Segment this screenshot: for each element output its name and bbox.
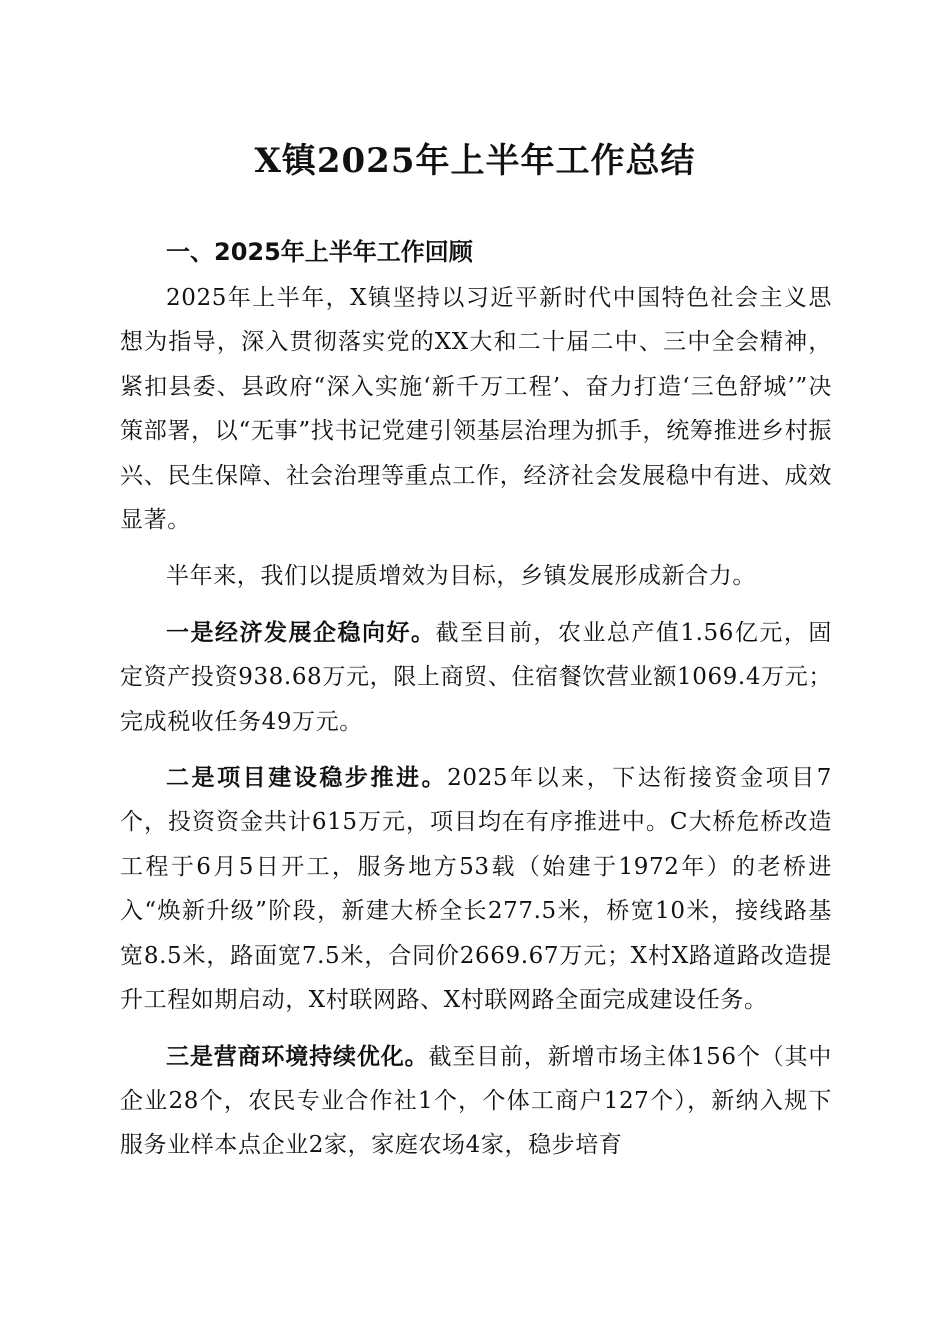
paragraph-lead: 一是经济发展企稳向好。 [166,618,436,646]
document-title: X镇2025年上半年工作总结 [254,141,696,181]
paragraph-text: 2025年上半年，X镇坚持以习近平新时代中国特色社会主义思想为指导，深入贯彻落实党的XX大和二十届二中、三中全会精神，紧扣县委、县政府“深入实施‘新千万工程’、奋力打造‘三色舒城’”决策部署，以“无事”找书记党建引领基层治理为抓手，统筹推进乡村振兴、民生保障、社会治理等重点工作，经济社会发展稳中有进、成效显著。 [120,285,832,534]
paragraph-text: 2025年以来，下达衔接资金项目7个，投资资金共计615万元，项目均在有序推进中。C大桥危桥改造工程于6月5日开工，服务地方53载（始建于1972年）的老桥进入“焕新升级”阶段，新建大桥全长277.5米，桥宽10米，接线路基宽8.5米，路面宽7.5米，合同价2669.67万元；X村X路道路改造提升工程如期启动，X村联网路、X村联网路全面完成建设任务。 [120,765,832,1014]
paragraph-intro [120,276,832,542]
paragraph-lead: 三是营商环境持续优化。 [166,1042,429,1070]
paragraph-economy [120,611,832,744]
paragraph-text: 截至目前，农业总产值1.56亿元，固定资产投资938.68万元，限上商贸、住宿餐饮营业额1069.4万元；完成税收任务49万元。 [120,619,832,735]
paragraph-summary [120,554,832,598]
document-body [120,276,832,1168]
paragraph-lead: 二是项目建设稳步推进。 [166,764,448,792]
paragraph-text: 截至目前，新增市场主体156个（其中企业28个，农民专业合作社1个，个体工商户127个），新纳入规下服务业样本点企业2家，家庭农场4家，稳步培育 [120,1043,832,1159]
section-heading: 一、2025年上半年工作回顾 [166,238,473,266]
paragraph-business [120,1035,832,1168]
paragraph-projects [120,756,832,1022]
paragraph-text: 半年来，我们以提质增效为目标，乡镇发展形成新合力。 [166,563,756,590]
